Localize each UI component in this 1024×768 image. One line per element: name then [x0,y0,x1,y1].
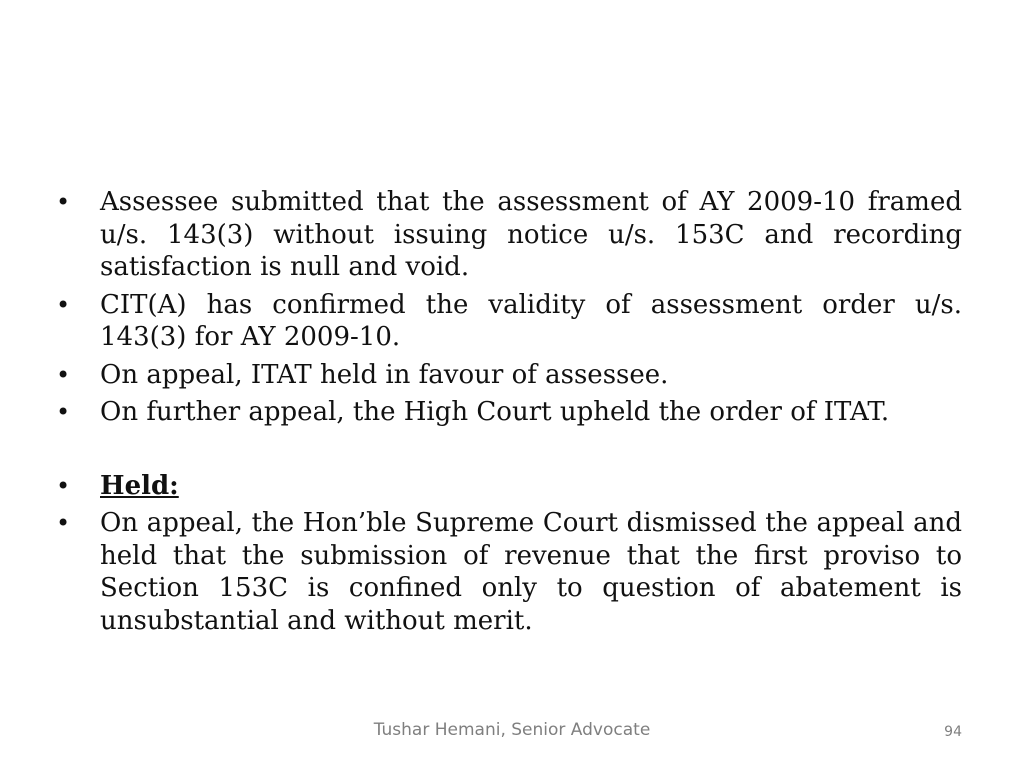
bullet-item-assessee-submission [56,186,962,284]
bullet-item-held [56,470,962,503]
bullet-item-cita-confirmed [56,289,962,354]
bullet-text: On appeal, ITAT held in favour of assessee. [100,359,669,390]
page-number: 94 [944,724,962,740]
bullet-item-high-court [56,396,962,429]
held-heading: Held: [100,470,179,501]
bullet-text: On further appeal, the High Court upheld the order of ITAT. [100,397,890,427]
bullet-dot-icon: • [56,290,71,319]
bullet-dot-icon: • [56,398,71,426]
bullet-dot-icon: • [56,509,71,537]
bullet-list [56,186,962,642]
bullet-item-supreme-court [56,507,962,637]
bullet-text: On appeal, the Hon’ble Supreme Court dismissed the appeal and held that the submission of revenue that the first proviso to Section 153C is confined only to question of abatement is unsubstantial and without merit. [100,508,962,636]
bullet-dot-icon: • [56,188,71,216]
bullet-item-itat-appeal [56,359,962,392]
bullet-text: Assessee submitted that the assessment of AY 2009-10 framed u/s. 143(3) without issuing notice u/s. 153C and recording satisfaction is null and void. [100,187,962,282]
bullet-dot-icon: • [56,471,71,500]
bullet-text: CIT(A) has confirmed the validity of assessment order u/s. 143(3) for AY 2009-10. [100,289,962,352]
bullet-dot-icon: • [56,360,71,389]
footer-author: Tushar Hemani, Senior Advocate [373,720,651,740]
